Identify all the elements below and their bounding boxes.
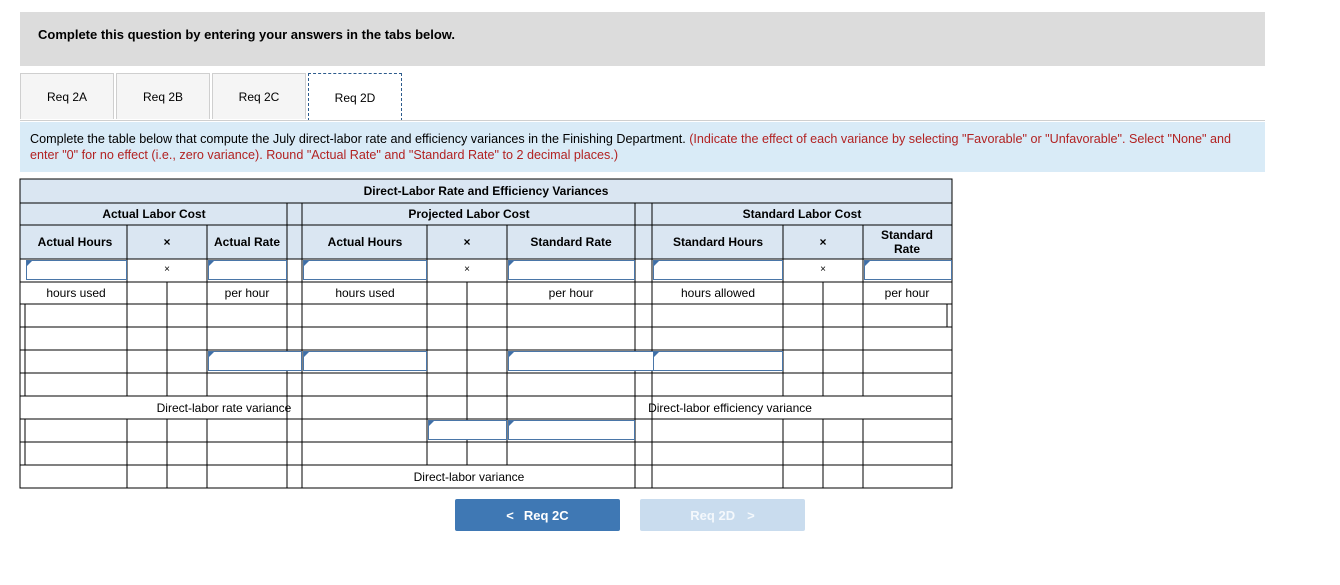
actual-hours-input[interactable] — [26, 260, 127, 280]
times-icon: × — [163, 235, 171, 249]
standard-hours-input[interactable] — [653, 260, 783, 280]
tab-req-2a[interactable]: Req 2A — [20, 73, 114, 119]
unit-hours-used: hours used — [46, 286, 106, 300]
header-title: Complete this question by entering your answers in the tabs below. — [38, 27, 456, 42]
prev-req-button[interactable] — [455, 499, 620, 531]
projected-cost-input-b[interactable] — [508, 351, 654, 371]
actual-rate-input[interactable] — [208, 260, 287, 280]
total-variance-label: Direct-labor variance — [413, 470, 525, 484]
table-title: Direct-Labor Rate and Efficiency Variances — [363, 184, 609, 198]
section-standard-labor-cost: Standard Labor Cost — [742, 207, 862, 221]
times-icon: × — [820, 264, 826, 275]
efficiency-variance-label: Direct-labor efficiency variance — [648, 401, 812, 415]
unit-hours-allowed: hours allowed — [680, 286, 756, 300]
times-icon: × — [464, 264, 470, 275]
next-req-button[interactable] — [640, 499, 805, 531]
times-icon: × — [164, 264, 170, 275]
unit-hours-used-2: hours used — [335, 286, 395, 300]
standard-cost-total-input[interactable] — [653, 351, 783, 371]
col-actual-rate: Actual Rate — [213, 235, 281, 249]
col-standard-rate: Standard Rate — [530, 235, 612, 249]
col-actual-hours: Actual Hours — [37, 235, 113, 249]
variance-amount-input[interactable] — [428, 420, 507, 440]
section-projected-labor-cost: Projected Labor Cost — [408, 207, 530, 221]
times-icon: × — [463, 235, 471, 249]
col-standard-rate-2: Standard Rate — [880, 228, 933, 256]
unit-per-hour: per hour — [224, 286, 270, 300]
times-icon: × — [819, 235, 827, 249]
col-projected-actual-hours: Actual Hours — [327, 235, 403, 249]
projected-cost-input-a[interactable] — [303, 351, 427, 371]
chevron-right-icon: > — [747, 507, 755, 523]
variance-effect-select[interactable] — [508, 420, 635, 440]
prev-req-label: Req 2C — [523, 507, 569, 523]
next-req-label: Req 2D — [690, 507, 736, 523]
instructions-note: (Indicate the effect of each variance by selecting "Favorable" or "Unfavorable". Select "None" and enter "0" for no effect (i.e., zero variance). Round "Actual Rate" and "Standard Rate" to 2 decimal places.) — [30, 132, 1232, 162]
actual-cost-total-input[interactable] — [208, 351, 302, 371]
unit-per-hour-3: per hour — [884, 286, 930, 300]
unit-per-hour-2: per hour — [548, 286, 594, 300]
chevron-left-icon: < — [506, 507, 514, 523]
projected-hours-input[interactable] — [303, 260, 427, 280]
rate-variance-label: Direct-labor rate variance — [156, 401, 292, 415]
section-actual-labor-cost: Actual Labor Cost — [102, 207, 206, 221]
col-standard-hours: Standard Hours — [672, 235, 764, 249]
tab-req-2c[interactable]: Req 2C — [212, 73, 306, 119]
tab-req-2d[interactable]: Req 2D — [308, 73, 402, 121]
tab-req-2b[interactable]: Req 2B — [116, 73, 210, 119]
standard-rate-input[interactable] — [508, 260, 635, 280]
standard-rate-input-2[interactable] — [864, 260, 952, 280]
instructions-text: Complete the table below that compute the July direct-labor rate and efficiency variances in the Finishing Department. — [30, 132, 686, 146]
